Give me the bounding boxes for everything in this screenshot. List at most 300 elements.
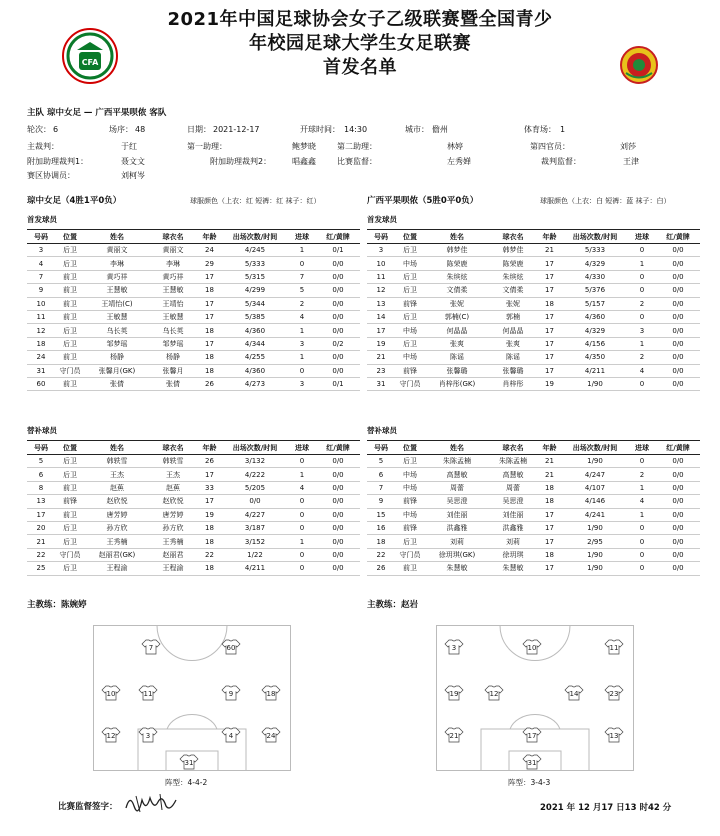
cell-number: 10 (367, 257, 395, 270)
cell-number: 9 (367, 495, 395, 508)
cell-name: 周蕾 (425, 481, 489, 494)
column-header-goals: 进球 (628, 441, 656, 455)
cell-appearances: 4/360 (562, 310, 628, 323)
jersey-number: 11 (609, 644, 619, 652)
cell-number: 31 (27, 364, 55, 377)
column-header-number: 号码 (27, 441, 55, 455)
cell-age: 17 (537, 508, 562, 521)
cell-position: 前锋 (395, 521, 425, 534)
cell-goals: 3 (288, 377, 316, 390)
cell-position: 前锋 (395, 495, 425, 508)
jersey-icon (445, 640, 463, 654)
table-row (27, 324, 360, 337)
column-header-age: 年龄 (197, 441, 222, 455)
cell-jersey-name: 韩轶雪 (149, 455, 197, 468)
cell-cards: 0/0 (656, 284, 700, 297)
away-starters-label: 首发球员 (367, 215, 397, 224)
cell-number: 11 (367, 270, 395, 283)
home-team-name: 琼中女足（4胜1平0负） (27, 196, 122, 206)
jersey-icon (605, 640, 623, 654)
table-row (27, 337, 360, 350)
cell-name: 张爽 (425, 337, 489, 350)
cell-appearances: 4/227 (222, 508, 288, 521)
cell-name: 韩轶雪 (85, 455, 149, 468)
cell-goals: 0 (288, 548, 316, 561)
away-formation-label: 阵型：3-4-3 (508, 778, 551, 787)
cell-age: 24 (197, 244, 222, 257)
cell-position: 前卫 (55, 508, 85, 521)
table-row (367, 351, 700, 364)
cell-appearances: 4/330 (562, 270, 628, 283)
cell-position: 后卫 (395, 535, 425, 548)
cell-age: 17 (537, 364, 562, 377)
cell-cards: 0/0 (316, 297, 360, 310)
cell-age: 18 (197, 535, 222, 548)
cell-number: 11 (27, 310, 55, 323)
cell-number: 7 (27, 270, 55, 283)
cell-name: 王程渝 (85, 562, 149, 575)
fourth-value: 刘莎 (620, 142, 636, 151)
table-row (27, 521, 360, 534)
jersey-number: 17 (527, 732, 537, 740)
cell-appearances: 4/299 (222, 284, 288, 297)
commissioner-value: 左秀婵 (447, 157, 471, 166)
cell-appearances: 4/255 (222, 351, 288, 364)
cell-goals: 0 (288, 257, 316, 270)
report-timestamp: 2021 年 12 月17 日13 时42 分 (540, 803, 672, 813)
cell-number: 6 (27, 468, 55, 481)
away-kit-colors: 球服颜色（上衣：白 短裤：蓝 袜子：白） (540, 197, 671, 205)
cell-goals: 0 (628, 521, 656, 534)
jersey-icon (605, 728, 623, 742)
cell-age: 17 (537, 351, 562, 364)
cell-name: 刘佳丽 (425, 508, 489, 521)
cell-cards: 0/0 (316, 455, 360, 468)
cell-jersey-name: 黄丽文 (149, 244, 197, 257)
cell-goals: 0 (628, 535, 656, 548)
table-row (367, 481, 700, 494)
cell-goals: 0 (628, 270, 656, 283)
league-logo (620, 46, 658, 84)
kickoff-label: 开球时间： (300, 125, 340, 134)
cell-cards: 0/0 (656, 535, 700, 548)
cell-appearances: 4/360 (222, 324, 288, 337)
jersey-icon (445, 686, 463, 700)
cell-position: 守门员 (395, 377, 425, 390)
cell-age: 18 (197, 284, 222, 297)
ar2-label: 第二助理： (337, 142, 377, 151)
cell-name: 朱慧敏 (425, 562, 489, 575)
table-row (27, 508, 360, 521)
cell-age: 29 (197, 257, 222, 270)
cell-appearances: 4/245 (222, 244, 288, 257)
cell-cards: 0/0 (656, 495, 700, 508)
cell-goals: 1 (288, 244, 316, 257)
cell-cards: 0/0 (316, 310, 360, 323)
home-subs-label: 替补球员 (27, 426, 57, 435)
title-line-3: 首发名单 (323, 57, 397, 78)
cell-appearances: 1/90 (562, 562, 628, 575)
table-row (367, 310, 700, 323)
table-row (27, 284, 360, 297)
cell-jersey-name: 朱缤炫 (489, 270, 537, 283)
cell-jersey-name: 朱陈孟楠 (489, 455, 537, 468)
cell-name: 唐芳婷 (85, 508, 149, 521)
cell-cards: 0/0 (656, 324, 700, 337)
cell-age: 18 (537, 548, 562, 561)
cell-jersey-name: 赵欣悦 (149, 495, 197, 508)
jersey-number: 18 (266, 690, 276, 698)
cell-appearances: 2/95 (562, 535, 628, 548)
aar2-label: 附加助理裁判2： (210, 157, 272, 166)
cell-jersey-name: 王杰 (149, 468, 197, 481)
column-header-number: 号码 (367, 230, 395, 244)
cell-jersey-name: 高慧敏 (489, 468, 537, 481)
cell-goals: 0 (288, 455, 316, 468)
column-header-goals: 进球 (288, 230, 316, 244)
cell-goals: 2 (628, 351, 656, 364)
table-row (27, 495, 360, 508)
cell-goals: 0 (628, 562, 656, 575)
cell-goals: 7 (288, 270, 316, 283)
cell-cards: 0/0 (316, 521, 360, 534)
cell-position: 前卫 (55, 270, 85, 283)
cell-jersey-name: 孙方欣 (149, 521, 197, 534)
cell-number: 25 (27, 562, 55, 575)
column-header-appearances: 出场次数/时间 (562, 230, 628, 244)
cfa-logo (62, 28, 118, 84)
jersey-icon (485, 686, 503, 700)
cell-appearances: 1/90 (562, 377, 628, 390)
jersey-icon (142, 640, 160, 654)
cell-cards: 0/0 (656, 297, 700, 310)
cell-number: 18 (367, 535, 395, 548)
table-row (367, 270, 700, 283)
teams-line-text: 主队 琼中女足 — 广西平果呗侬 客队 (27, 108, 167, 118)
fourth-label: 第四官员： (530, 142, 570, 151)
table-row (27, 270, 360, 283)
cell-age: 18 (197, 351, 222, 364)
column-header-position: 位置 (55, 441, 85, 455)
home-starters-table (27, 229, 360, 391)
cell-name: 肖梓彤(GK) (425, 377, 489, 390)
cell-goals: 4 (628, 364, 656, 377)
cell-name: 陈荣鹿 (425, 257, 489, 270)
cell-age: 17 (537, 535, 562, 548)
cell-name: 文倩柔 (425, 284, 489, 297)
cell-appearances: 4/344 (222, 337, 288, 350)
cell-cards: 0/0 (656, 337, 700, 350)
cell-jersey-name: 肖梓彤 (489, 377, 537, 390)
table-row (367, 244, 700, 257)
cell-name: 赵蕉 (85, 481, 149, 494)
cell-position: 前卫 (55, 284, 85, 297)
jersey-number: 14 (569, 690, 579, 698)
cell-name: 徐玥琪(GK) (425, 548, 489, 561)
cell-cards: 0/1 (316, 377, 360, 390)
cell-position: 后卫 (55, 535, 85, 548)
jersey-number: 11 (143, 690, 153, 698)
jersey-number: 12 (489, 690, 499, 698)
away-coach-label: 主教练： (367, 600, 402, 610)
cell-goals: 0 (628, 455, 656, 468)
jersey-icon (262, 728, 280, 742)
table-row (367, 364, 700, 377)
cell-cards: 0/0 (656, 521, 700, 534)
home-kit-colors: 球服颜色（上衣：红 短裤：红 袜子：红） (190, 197, 321, 205)
jersey-icon (262, 686, 280, 700)
cell-appearances: 1/90 (562, 455, 628, 468)
cell-appearances: 5/344 (222, 297, 288, 310)
column-header-goals: 进球 (288, 441, 316, 455)
table-header-row (27, 230, 360, 244)
cell-position: 后卫 (55, 468, 85, 481)
date-value: 2021-12-17 (213, 125, 260, 134)
cell-number: 4 (27, 257, 55, 270)
cell-appearances: 5/157 (562, 297, 628, 310)
table-row (27, 468, 360, 481)
cell-age: 18 (197, 562, 222, 575)
cell-jersey-name: 乌长英 (149, 324, 197, 337)
away-formation-pitch (436, 625, 634, 771)
home-subs-table (27, 440, 360, 576)
column-header-cards: 红/黄牌 (316, 230, 360, 244)
cell-age: 18 (197, 521, 222, 534)
cell-jersey-name: 唐芳婷 (149, 508, 197, 521)
table-row (367, 257, 700, 270)
cfa-logo-text: CFA (81, 58, 99, 67)
table-row (27, 351, 360, 364)
ref-assessor-value: 王津 (623, 157, 639, 166)
jersey-icon (102, 728, 120, 742)
cell-goals: 0 (628, 244, 656, 257)
cell-name: 朱陈孟楠 (425, 455, 489, 468)
cell-name: 王秀楠 (85, 535, 149, 548)
cell-cards: 0/0 (316, 284, 360, 297)
home-formation-pitch (93, 625, 291, 771)
city-value: 儋州 (432, 125, 448, 134)
column-header-age: 年龄 (537, 230, 562, 244)
jersey-number: 9 (228, 690, 234, 698)
cell-jersey-name: 张倩 (149, 377, 197, 390)
cell-age: 18 (537, 481, 562, 494)
cell-age: 18 (197, 364, 222, 377)
title-line-2: 年校园足球大学生女足联赛 (249, 33, 471, 54)
cell-appearances: 5/385 (222, 310, 288, 323)
column-header-appearances: 出场次数/时间 (562, 441, 628, 455)
cell-jersey-name: 陈谣 (489, 351, 537, 364)
cell-age: 17 (537, 257, 562, 270)
cell-jersey-name: 刘佳丽 (489, 508, 537, 521)
away-subs-table (367, 440, 700, 576)
jersey-number: 7 (148, 644, 154, 652)
cell-appearances: 4/146 (562, 495, 628, 508)
cell-name: 张妮 (425, 297, 489, 310)
cell-number: 6 (367, 468, 395, 481)
cell-jersey-name: 王慧敏 (149, 284, 197, 297)
table-row (27, 455, 360, 468)
cell-name: 高慧敏 (425, 468, 489, 481)
cell-appearances: 4/273 (222, 377, 288, 390)
cell-appearances: 4/329 (562, 324, 628, 337)
cell-goals: 1 (288, 535, 316, 548)
venue-value: 1 (560, 125, 566, 134)
cell-goals: 0 (628, 310, 656, 323)
cell-age: 33 (197, 481, 222, 494)
cell-age: 17 (197, 337, 222, 350)
cell-appearances: 3/152 (222, 535, 288, 548)
round-label: 轮次： (27, 125, 51, 134)
table-header-row (367, 230, 700, 244)
cell-appearances: 0/0 (222, 495, 288, 508)
cell-jersey-name: 李琳 (149, 257, 197, 270)
cell-cards: 0/0 (316, 351, 360, 364)
pitch-lines (94, 626, 291, 771)
column-header-position: 位置 (395, 441, 425, 455)
jersey-icon (523, 728, 541, 742)
cell-number: 13 (27, 495, 55, 508)
cell-jersey-name: 王靖怡 (149, 297, 197, 310)
cell-appearances: 4/329 (562, 257, 628, 270)
cell-age: 17 (537, 521, 562, 534)
cell-age: 17 (537, 270, 562, 283)
jersey-number: 19 (449, 690, 459, 698)
jersey-number: 23 (609, 690, 619, 698)
cell-age: 19 (537, 377, 562, 390)
cell-position: 前卫 (55, 481, 85, 494)
cell-jersey-name: 吴思澄 (489, 495, 537, 508)
coordinator-label: 赛区协调员： (27, 171, 75, 180)
table-row (367, 562, 700, 575)
cell-jersey-name: 张馨月 (149, 364, 197, 377)
cell-position: 后卫 (55, 337, 85, 350)
cell-jersey-name: 陈荣鹿 (489, 257, 537, 270)
table-row (27, 481, 360, 494)
referee-label: 主裁判： (27, 142, 59, 151)
cell-cards: 0/0 (316, 508, 360, 521)
cell-age: 18 (197, 324, 222, 337)
cell-number: 13 (367, 297, 395, 310)
cell-number: 5 (367, 455, 395, 468)
cell-position: 中场 (395, 508, 425, 521)
cell-age: 26 (197, 377, 222, 390)
jersey-number: 3 (145, 732, 151, 740)
cell-jersey-name: 王秀楠 (149, 535, 197, 548)
column-header-age: 年龄 (537, 441, 562, 455)
cell-position: 前卫 (55, 310, 85, 323)
cell-goals: 0 (288, 364, 316, 377)
column-header-name: 姓名 (425, 441, 489, 455)
cell-cards: 0/1 (316, 244, 360, 257)
cell-age: 17 (197, 495, 222, 508)
cell-appearances: 4/360 (222, 364, 288, 377)
cell-position: 后卫 (55, 455, 85, 468)
column-header-name: 姓名 (85, 441, 149, 455)
table-row (367, 377, 700, 390)
commissioner-label: 比赛监督： (337, 157, 377, 166)
cell-name: 张馨璐 (425, 364, 489, 377)
cell-name: 陈谣 (425, 351, 489, 364)
cell-age: 18 (537, 297, 562, 310)
cell-appearances: 4/350 (562, 351, 628, 364)
cell-name: 郭楠(C) (425, 310, 489, 323)
cell-position: 中场 (395, 481, 425, 494)
cell-age: 17 (537, 562, 562, 575)
column-header-number: 号码 (27, 230, 55, 244)
cell-goals: 2 (288, 297, 316, 310)
cell-goals: 2 (628, 297, 656, 310)
cell-jersey-name: 张馨璐 (489, 364, 537, 377)
cell-position: 后卫 (55, 324, 85, 337)
cell-cards: 0/0 (316, 535, 360, 548)
cell-cards: 0/0 (656, 377, 700, 390)
cell-position: 前锋 (55, 495, 85, 508)
jersey-number: 4 (228, 732, 234, 740)
cell-position: 后卫 (395, 244, 425, 257)
match-no-value: 48 (135, 125, 146, 134)
table-row (27, 257, 360, 270)
away-coach (367, 598, 418, 610)
table-header-row (367, 441, 700, 455)
cell-goals: 0 (628, 377, 656, 390)
cell-number: 15 (367, 508, 395, 521)
jersey-number: 12 (106, 732, 116, 740)
column-header-goals: 进球 (628, 230, 656, 244)
cell-goals: 1 (288, 468, 316, 481)
cell-position: 后卫 (395, 270, 425, 283)
cell-name: 吴思澄 (425, 495, 489, 508)
cell-goals: 3 (628, 324, 656, 337)
cell-position: 前卫 (395, 562, 425, 575)
cell-position: 后卫 (55, 562, 85, 575)
jersey-number: 21 (449, 732, 459, 740)
home-coach-name: 陈婉婷 (61, 600, 87, 610)
cell-age: 26 (197, 455, 222, 468)
cell-position: 前锋 (395, 297, 425, 310)
table-row (27, 535, 360, 548)
jersey-icon (523, 755, 541, 769)
cell-jersey-name: 张妮 (489, 297, 537, 310)
cell-cards: 0/0 (656, 244, 700, 257)
cell-jersey-name: 何晶晶 (489, 324, 537, 337)
cell-appearances: 5/333 (222, 257, 288, 270)
cell-name: 洪鑫雅 (425, 521, 489, 534)
cell-jersey-name: 张爽 (489, 337, 537, 350)
cell-appearances: 4/241 (562, 508, 628, 521)
table-row (27, 244, 360, 257)
cell-goals: 1 (628, 508, 656, 521)
column-header-name: 姓名 (425, 230, 489, 244)
table-row (367, 535, 700, 548)
cell-position: 中场 (395, 351, 425, 364)
cell-appearances: 4/211 (562, 364, 628, 377)
column-header-jersey-name: 球衣名 (489, 230, 537, 244)
jersey-number: 10 (527, 644, 537, 652)
cell-age: 17 (537, 337, 562, 350)
cell-age: 17 (537, 324, 562, 337)
cell-position: 后卫 (395, 284, 425, 297)
date-label: 日期： (187, 125, 211, 134)
table-row (367, 468, 700, 481)
table-row (367, 495, 700, 508)
cell-goals: 1 (628, 337, 656, 350)
cell-number: 3 (367, 244, 395, 257)
cell-number: 21 (27, 535, 55, 548)
table-row (27, 548, 360, 561)
cell-number: 31 (367, 377, 395, 390)
cell-appearances: 1/90 (562, 548, 628, 561)
cell-jersey-name: 黄巧祥 (149, 270, 197, 283)
